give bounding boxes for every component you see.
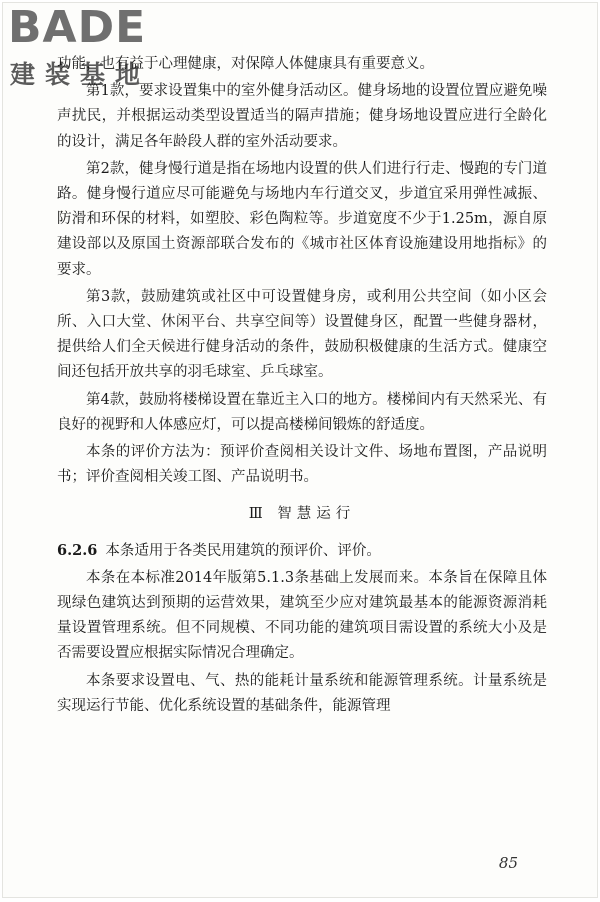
logo-subtitle: 建装基地 xyxy=(10,60,151,89)
section-heading: Ⅲ 智慧运行 xyxy=(248,506,356,523)
body-text xyxy=(57,52,547,721)
paragraph: 本条要求设置电、气、热的能耗计量系统和能源管理系统。计量系统是实现运行节能、优化系统设置的基础条件，能源管理 xyxy=(57,672,547,714)
page-number: 85 xyxy=(498,854,518,872)
clause-text: 本条适用于各类民用建筑的预评价、评价。 xyxy=(105,542,381,559)
paragraph: 第2款，健身慢行道是指在场地内设置的供人们进行行走、慢跑的专门道路。健身慢行道应尽可能避免与场地内车行道交叉，步道宜采用弹性减振、防滑和环保的材料，如塑胶、彩色陶粒等。步道宽度不少于1.25m，源自原建设部以及原国土资源部联合发布的《城市社区体育设施建设用地指标》的要求。 xyxy=(57,160,547,278)
logo-wordmark: BADE xyxy=(8,2,147,53)
paragraph: 功能，也有益于心理健康，对保障人体健康具有重要意义。 xyxy=(57,56,434,72)
paragraph: 第4款，鼓励将楼梯设置在靠近主入口的地方。楼梯间内有天然采光、有良好的视野和人体感应灯，可以提高楼梯间锻炼的舒适度。 xyxy=(57,391,547,433)
paragraph: 第3款，鼓励建筑或社区中可设置健身房，或利用公共空间（如小区会所、入口大堂、休闲平台、共享空间等）设置健身区，配置一些健身器材，提供给人们全天候进行健身活动的条件，鼓励积极健康的生活方式。健康空间还包括开放共享的羽毛球室、乒乓球室。 xyxy=(57,288,547,381)
clause-number: 6.2.6 xyxy=(57,541,98,559)
document-page xyxy=(2,2,598,898)
paragraph: 本条的评价方法为：预评价查阅相关设计文件、场地布置图，产品说明书；评价查阅相关竣工图、产品说明书。 xyxy=(57,444,547,486)
paragraph: 本条在本标准2014年版第5.1.3条基础上发展而来。本条旨在保障且体现绿色建筑达到预期的运营效果，建筑至少应对建筑最基本的能源资源消耗量设置管理系统。但不同规模、不同功能的建筑项目需设置的系统大小及是否需要设置应根据实际情况合理确定。 xyxy=(57,569,547,662)
paragraph: 第1款，要求设置集中的室外健身活动区。健身场地的设置位置应避免噪声扰民，并根据运动类型设置适当的隔声措施；健身场地设置应进行全龄化的设计，满足各年龄段人群的室外活动要求。 xyxy=(57,83,547,150)
clause-paragraph xyxy=(57,538,547,564)
